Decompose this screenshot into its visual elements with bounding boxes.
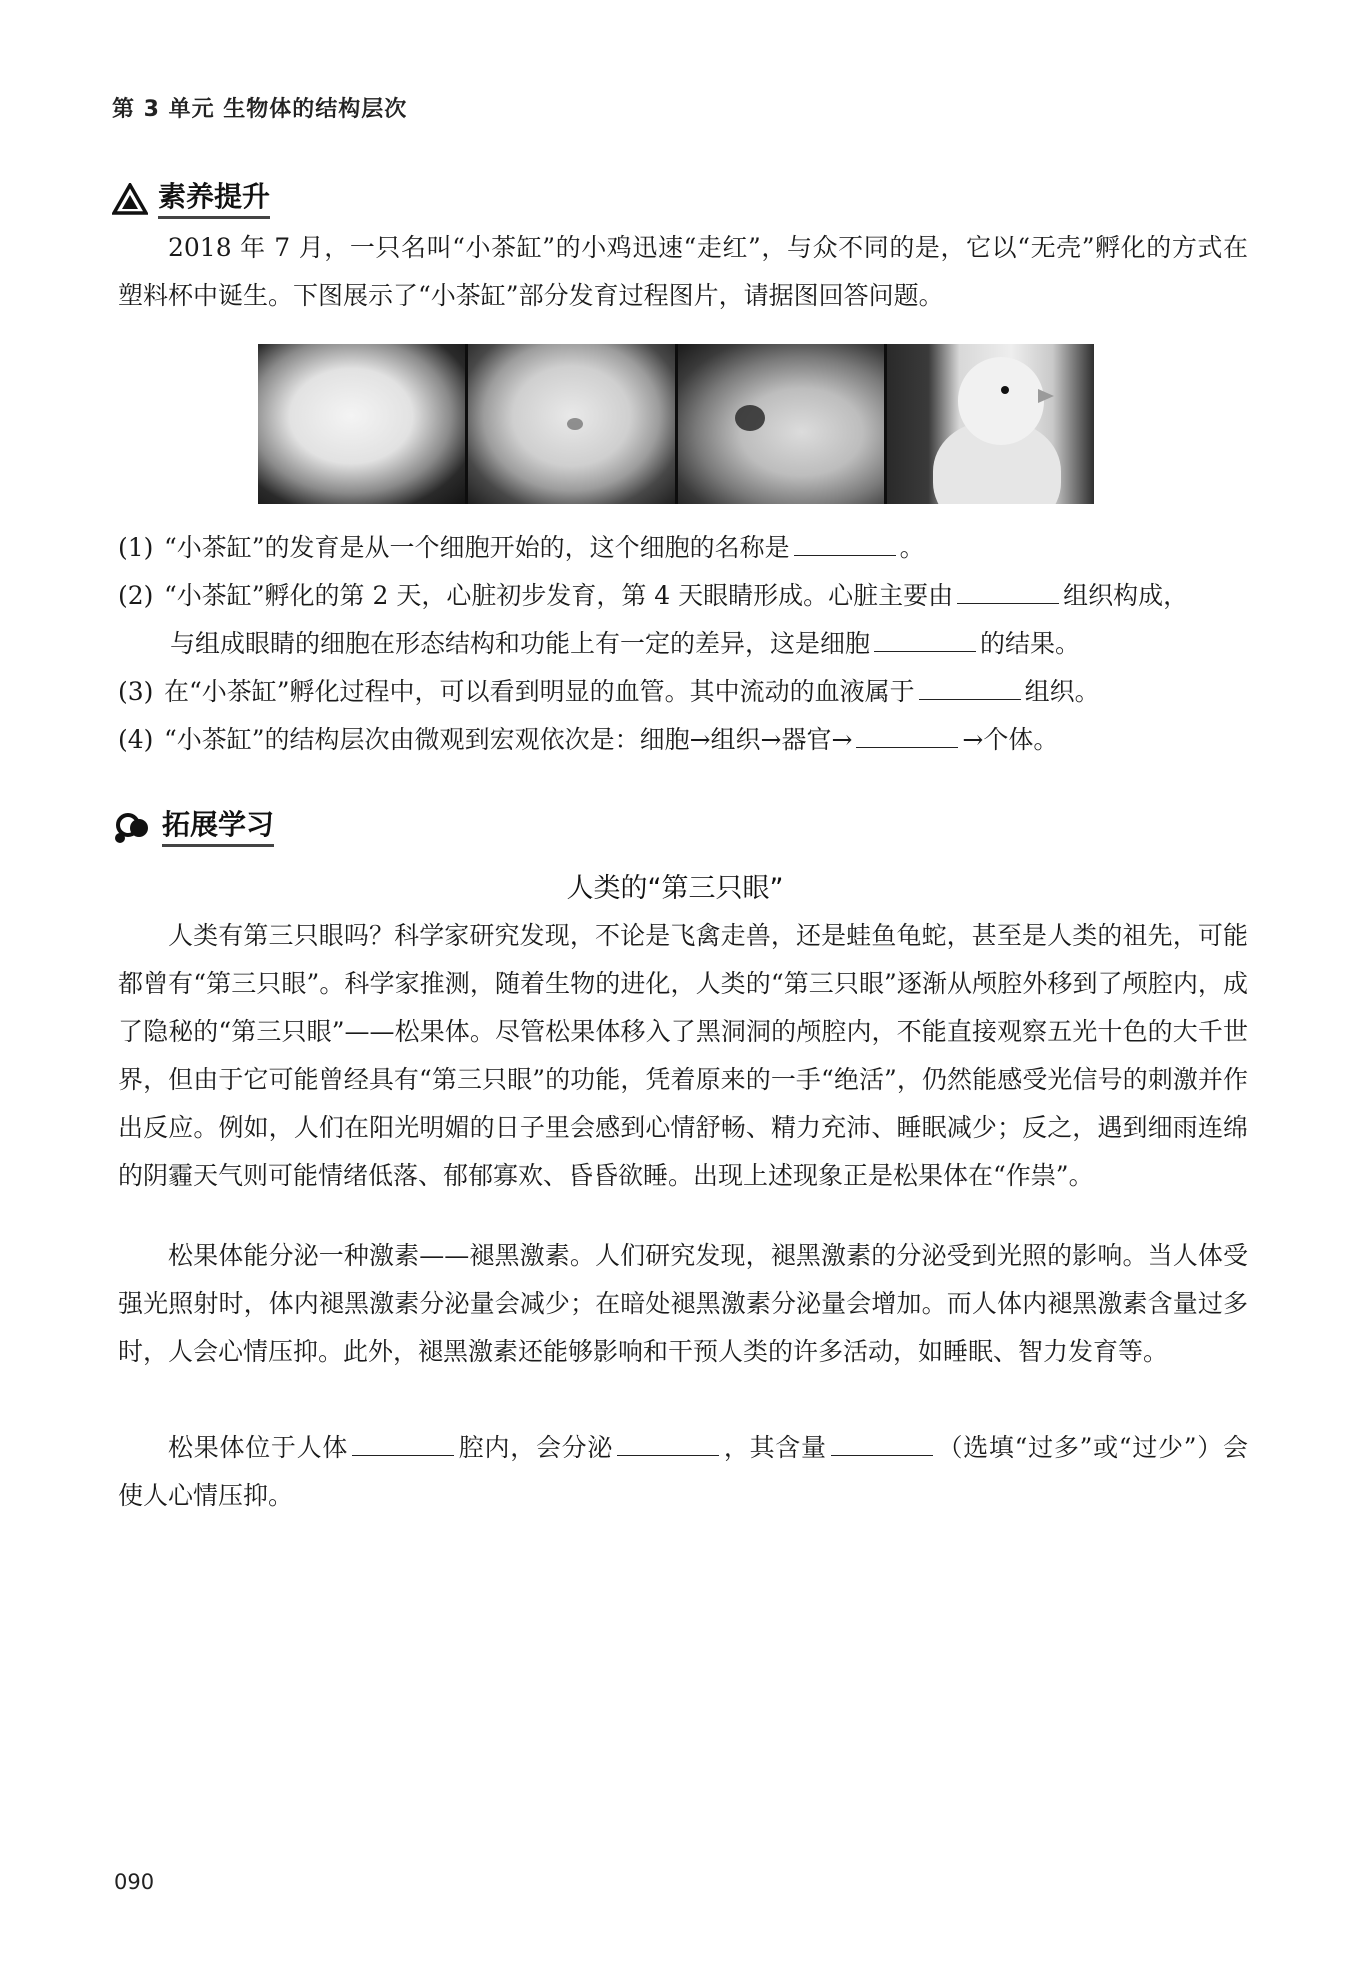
magnifier-icon xyxy=(112,810,152,844)
photo-egg-day2 xyxy=(468,344,678,504)
answer-blank[interactable] xyxy=(957,581,1059,604)
article-paragraph-2: 松果体能分泌一种激素——褪黑激素。人们研究发现，褪黑激素的分泌受到光照的影响。当人体受强光照射时，体内褪黑激素分泌量会减少；在暗处褪黑激素分泌量会增加。而人体内褪黑激素含量过多时，人会心情压抑。此外，褪黑激素还能够影响和干预人类的许多活动，如睡眠、智力发育等。 xyxy=(118,1241,1248,1366)
photo-embryo xyxy=(678,344,888,504)
answer-blank[interactable] xyxy=(856,725,958,748)
question-3: (3) 在“小茶缸”孵化过程中，可以看到明显的血管。其中流动的血液属于 组织。 xyxy=(118,677,1100,706)
answer-blank[interactable] xyxy=(919,677,1021,700)
question-2-continued: 与组成眼睛的细胞在形态结构和功能上有一定的差异，这是细胞 的结果。 xyxy=(170,629,1081,658)
question-4: (4) “小茶缸”的结构层次由微观到宏观依次是：细胞→组织→器官→ →个体。 xyxy=(118,725,1059,754)
chick-development-photos xyxy=(258,344,1094,504)
intro-paragraph: 2018 年 7 月，一只名叫“小茶缸”的小鸡迅速“走红”，与众不同的是，它以“无壳”孵化的方式在塑料杯中诞生。下图展示了“小茶缸”部分发育过程图片，请据图回答问题。 xyxy=(118,233,1248,310)
answer-blank[interactable] xyxy=(617,1433,719,1456)
warning-triangle-icon xyxy=(112,183,148,215)
section-title: 拓展学习 xyxy=(162,808,274,847)
photo-egg-day1 xyxy=(258,344,468,504)
article-title: 人类的“第三只眼” xyxy=(566,873,784,904)
photo-chick xyxy=(887,344,1094,504)
answer-blank[interactable] xyxy=(874,629,976,652)
section-title: 素养提升 xyxy=(158,180,270,219)
section-heading-extension xyxy=(112,808,274,847)
unit-header: 第 3 单元 生物体的结构层次 xyxy=(112,97,408,122)
article-paragraph-1: 人类有第三只眼吗？科学家研究发现，不论是飞禽走兽，还是蛙鱼龟蛇，甚至是人类的祖先，可能都曾有“第三只眼”。科学家推测，随着生物的进化，人类的“第三只眼”逐渐从颅腔外移到了颅腔内，成了隐秘的“第三只眼”——松果体。尽管松果体移入了黑洞洞的颅腔内，不能直接观察五光十色的大千世界，但由于它可能曾经具有“第三只眼”的功能，凭着原来的一手“绝活”，仍然能感受光信号的刺激并作出反应。例如，人们在阳光明媚的日子里会感到心情舒畅、精力充沛、睡眠减少；反之，遇到细雨连绵的阴霾天气则可能情绪低落、郁郁寡欢、昏昏欲睡。出现上述现象正是松果体在“作祟”。 xyxy=(118,921,1248,1190)
answer-blank[interactable] xyxy=(352,1433,454,1456)
answer-blank[interactable] xyxy=(831,1433,933,1456)
section-heading-literacy xyxy=(112,180,270,219)
page-number: 090 xyxy=(114,1870,155,1894)
answer-blank[interactable] xyxy=(794,533,896,556)
question-2: (2) “小茶缸”孵化的第 2 天，心脏初步发育，第 4 天眼睛形成。心脏主要由 组织构成， xyxy=(118,581,1189,610)
question-1: (1) “小茶缸”的发育是从一个细胞开始的，这个细胞的名称是 。 xyxy=(118,533,925,562)
fill-in-question: 松果体位于人体 腔内，会分泌 ，其含量 （选填“过多”或“过少”）会使人心情压抑。 xyxy=(118,1433,1248,1510)
